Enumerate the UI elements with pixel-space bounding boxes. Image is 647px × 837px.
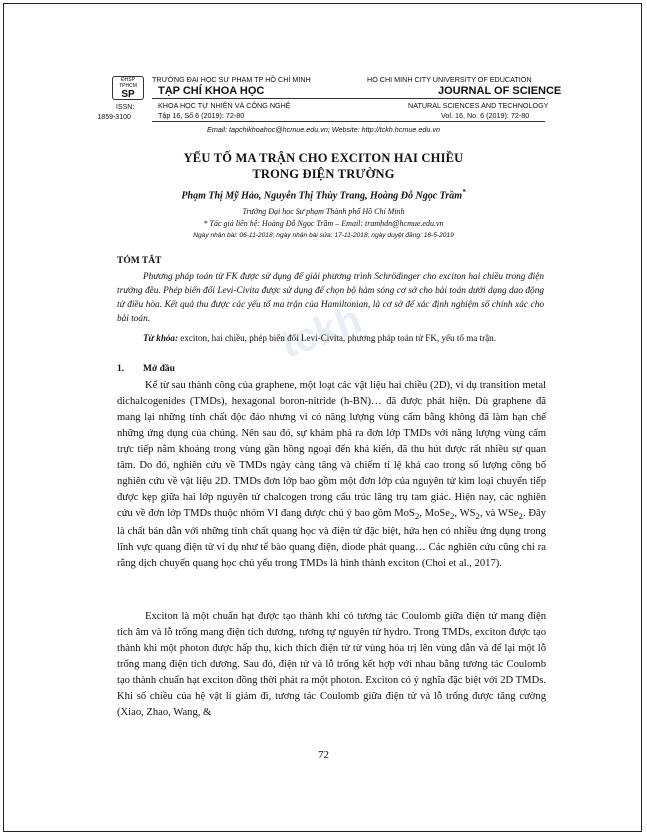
author-list — [0, 188, 647, 201]
corresponding-mark: * — [462, 188, 466, 196]
journal-contact: Email: tapchikhoahoc@hcmue.edu.vn; Website: http://tckh.hcmue.edu.vn — [207, 125, 440, 134]
received-dates: Ngày nhận bài: 06-11-2018; ngày nhận bài sửa: 17-11-2018; ngày duyệt đăng: 16-5-2019 — [193, 232, 454, 239]
para1-part: . Đây là chất bán dẫn với những tính chất quang học và điện tử đặc biệt, hứa hẹn có nhiều ứng dụng trong lĩnh vực quang điện tử ví dụ như tế bào quang điện, diode phát quang… Các nghiên cứu cũng chỉ ra rằng dịch chuyển quang học chủ yếu trong TMDs là hình thành exciton (Choi et al., 2017). — [117, 508, 546, 570]
page-number: 72 — [318, 749, 329, 761]
para1-part: , MoSe — [419, 508, 450, 519]
issn-label: ISSN: — [116, 104, 135, 111]
left-university: TRƯỜNG ĐẠI HỌC SƯ PHẠM TP HỒ CHÍ MINH — [152, 75, 311, 84]
right-issue: Vol. 16, No. 6 (2019): 72-80 — [441, 111, 530, 120]
subscript: 2 — [518, 511, 523, 522]
section1-number: 1. — [117, 364, 125, 374]
body-paragraph-1 — [117, 378, 546, 572]
left-issue: Tập 16, Số 6 (2019): 72-80 — [158, 111, 245, 120]
para1-part: , WS — [454, 508, 476, 519]
subscript: 2 — [414, 511, 420, 522]
right-section: NATURAL SCIENCES AND TECHNOLOGY — [408, 101, 549, 110]
issn-block — [97, 103, 135, 123]
keywords — [143, 332, 543, 344]
issn-value: 1859-3100 — [97, 114, 131, 121]
right-journal-name: JOURNAL OF SCIENCE — [438, 85, 562, 97]
keywords-text: exciton, hai chiều, phép biến đổi Levi-Civita, phương pháp toán tử FK, yếu tố ma trận. — [180, 333, 496, 343]
para1-part: Kể từ sau thành công của graphene, một loạt các vật liệu hai chiều (2D), ví dụ transition metal dichalcogenides (TMDs), hexagonal boron-nitride (h-BN)… đã được phát hiện. Dù graphene đã mang lại những tính chất độc đáo nhưng vì có năng lượng vùng cấm bằng không đã làm hạn chế những ứng dụng của chúng. Nên sau đó, sự khám phá ra đơn lớp TMDs với năng lượng vùng cấm trực tiếp nằm khoảng trong vùng gần hồng ngoại đến khả kiến, đã thu hút được rất nhiều sự quan tâm. Do đó, nghiên cứu về TMDs ngày càng tăng và chiếm tỉ lệ khá cao trong số lượng công bố nghiên cứu về vật liệu 2D. TMDs đơn lớp bao gồm một đơn lớp của nguyên tử kim loại chuyển tiếp được kẹp giữa hai lớp nguyên tử chalcogen trong cấu trúc lăng trụ tam giác. Hiện nay, các nghiên cứu về đơn lớp TMDs thuộc nhóm VI đang được chú ý bao gồm MoS — [117, 380, 546, 519]
section1-title: Mở đầu — [143, 364, 175, 374]
left-section: KHOA HỌC TỰ NHIÊN VÀ CÔNG NGHỆ — [158, 101, 291, 110]
authors-text: Phạm Thị Mỹ Hảo, Nguyễn Thị Thùy Trang, Hoàng Đỗ Ngọc Trầm — [181, 190, 463, 202]
para1-part: , và WSe — [479, 508, 519, 519]
article-title-line2: TRONG ĐIỆN TRƯỜNG — [252, 167, 395, 181]
header-rule-bottom — [152, 121, 545, 122]
keywords-label: Từ khóa: — [143, 333, 179, 343]
journal-logo — [112, 76, 144, 100]
abstract-heading: TÓM TẮT — [117, 256, 162, 266]
subscript: 2 — [475, 511, 480, 522]
logo-mark: SP — [121, 89, 135, 100]
article-title-line1: YẾU TỐ MA TRẬN CHO EXCITON HAI CHIỀU — [183, 151, 464, 165]
right-university: HO CHI MINH CITY UNIVERSITY OF EDUCATION — [367, 75, 532, 84]
affiliation: Trường Đại học Sư phạm Thành phố Hồ Chí Minh — [242, 207, 405, 216]
abstract-text: Phương pháp toán tử FK được sử dụng để giải phương trình Schrödinger cho exciton hai chiều trong điện trường đều. Phép biến đổi Levi-Civita được sử dụng để chọn bộ hàm sóng cơ sở cho bài toán dưới dạng dao động tử điều hòa. Kết quả thu được các yếu tố ma trận của Hamiltonian, là cơ sở để xác định nghiệm số chính xác cho bài toán. — [117, 272, 544, 324]
left-journal-name: TẠP CHÍ KHOA HỌC — [158, 85, 265, 97]
header-rule-top — [152, 98, 545, 99]
body-paragraph-2: Exciton là một chuẩn hạt được tạo thành khi có tương tác Coulomb giữa điện tử mang điện tích âm và lỗ trống mang điện tích dương, tương tự nguyên tử hydro. Trong TMDs, exciton được tạo thành khi một photon được hấp thụ, kích thích điện tử từ vùng hóa trị lên vùng dẫn và để lại một lỗ trống mang điện tích dương. Sau đó, điện tử và lỗ trống kết hợp với nhau bằng tương tác Coulomb tạo thành chuẩn hạt exciton đồng thời phát ra một photon. Exciton có ý nghĩa đặc biệt với 2D TMDs. Khi số chiều của hệ vật lí giảm đi, tương tác Coulomb giữa điện tử và lỗ trống được tăng cường (Xiao, Zhao, Wang, & — [117, 611, 546, 718]
watermark: tckh — [274, 297, 368, 367]
subscript: 2 — [449, 511, 455, 522]
corresponding-author: * Tác giả liên hệ: Hoàng Đỗ Ngọc Trầm – Email: tramhdn@hcmue.edu.vn — [203, 219, 444, 228]
logo-top-text: ĐHSP TPHCM — [119, 77, 137, 89]
